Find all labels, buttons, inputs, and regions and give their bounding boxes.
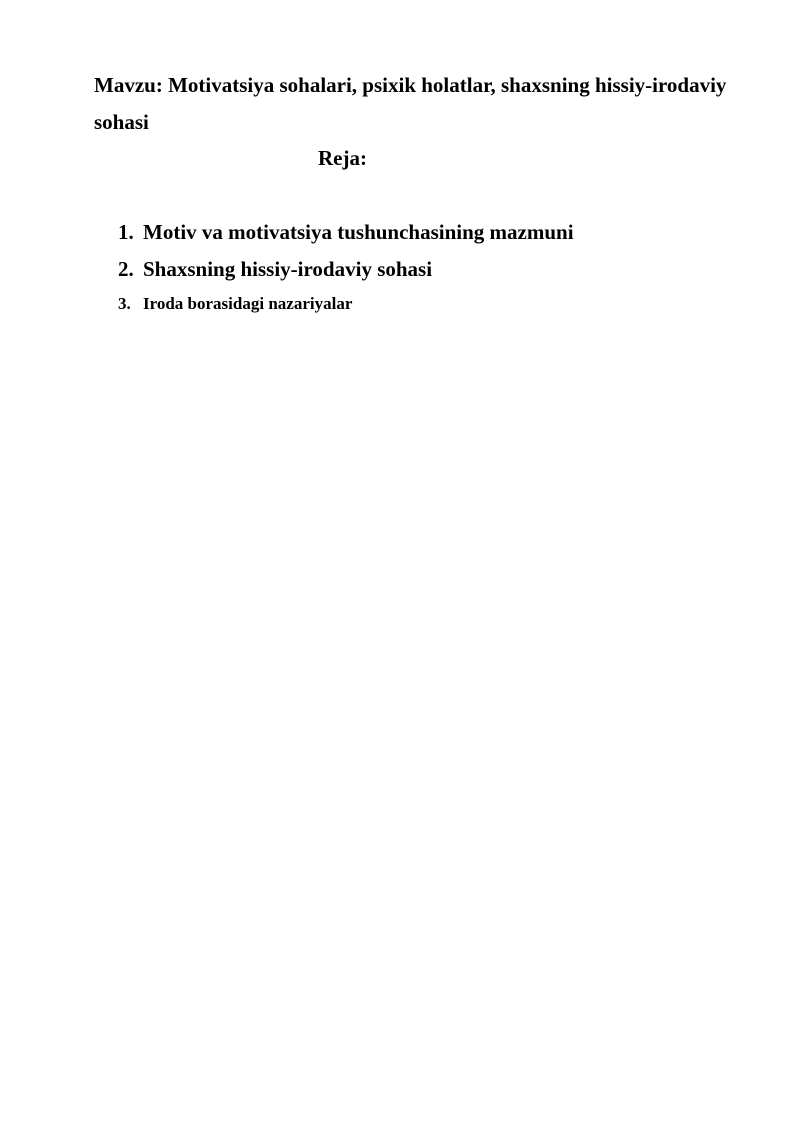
plan-item-text: Iroda borasidagi nazariyalar — [143, 294, 353, 313]
plan-list — [118, 216, 574, 320]
plan-item-number: 1. — [118, 220, 134, 244]
plan-item-1 — [118, 216, 574, 253]
plan-item-text: Motiv va motivatsiya tushunchasining mazmuni — [143, 220, 574, 244]
document-topic-title: Mavzu: Motivatsiya sohalari, psixik holatlar, shaxsning hissiy-irodaviy sohasi — [94, 73, 727, 134]
plan-item-number: 3. — [118, 294, 131, 313]
plan-item-text: Shaxsning hissiy-irodaviy sohasi — [143, 257, 433, 281]
plan-heading: Reja: — [318, 146, 367, 170]
plan-item-number: 2. — [118, 257, 134, 281]
plan-item-2 — [118, 253, 574, 290]
plan-item-3 — [118, 290, 574, 320]
